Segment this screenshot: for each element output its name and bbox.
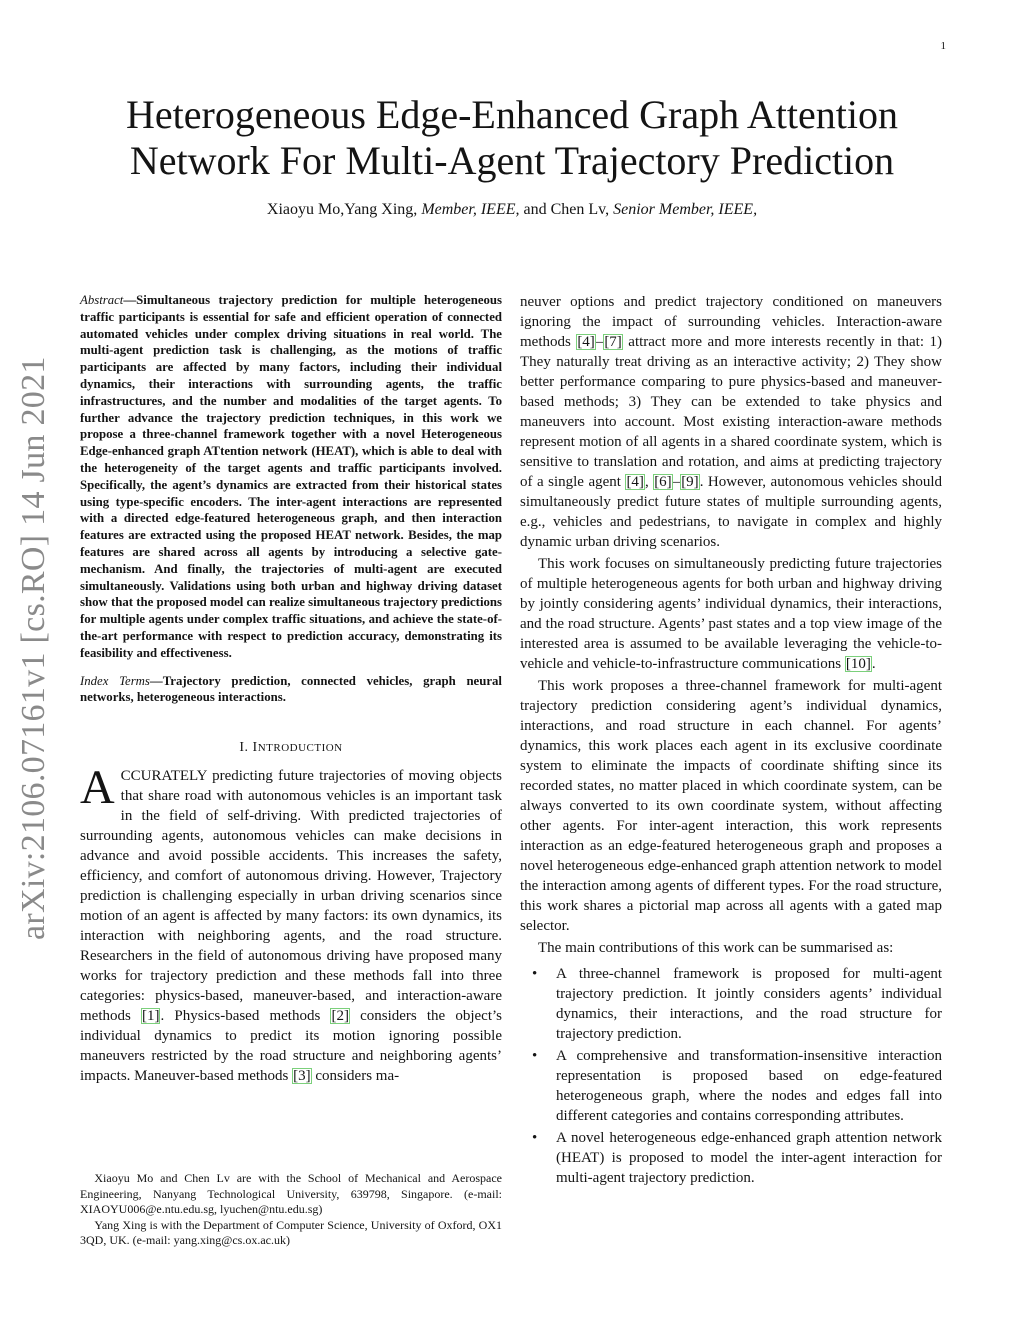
list-item [520,964,942,1044]
section-heading-introduction [80,740,502,756]
index-terms-label-text: Index Terms [80,673,150,688]
citation-link[interactable]: [7] [604,334,622,350]
right-column [520,292,942,1190]
citation-range-dash: – [595,334,604,350]
right-paragraph-2 [520,554,942,674]
index-terms-label [80,674,163,688]
citation-link[interactable]: [10] [845,656,871,672]
page-number: 1 [940,40,946,52]
author-line [80,199,944,221]
author-role-b: Senior Member, IEEE, [613,201,758,218]
right-p1-text-4: . However, autonomous vehicles should simultaneously predict future states of multiple surrounding agents, e.g., vehicles and pedestrians, to navigate in complex and highly dynamic urban driving scenarios. [520,474,943,550]
footnotes [80,1170,502,1249]
abstract [80,292,502,662]
bullet-icon: • [532,1130,538,1146]
bullet-icon: • [532,966,538,982]
intro-text-4: considers ma- [311,1068,400,1085]
citation-range-dash: – [672,474,681,490]
section-heading-rest: NTRODUCTION [257,742,343,755]
section-numeral: I. [239,740,249,756]
right-paragraph-4: The main contributions of this work can be summarised as: [538,940,894,956]
intro-text-1: predicting future trajectories of moving objects that share road with autonomous vehicles is an important task in the field of self-driving. With predicted trajectories of surrounding agents, autonomous vehicles can make decisions in advance and avoid possible accidents. This increases the safety, efficiency, and comfort of autonomous driving. However, Trajectory prediction is challenging especially in urban driving scenarios since motion of an agent is affected by many factors: its own dynamics, its interaction with neighboring agents, and the road structure. Researchers in the field of autonomous driving have proposed many works for trajectory prediction and these methods fall into three categories: physics-based, maneuver-based, and interaction-aware methods [80,768,502,1025]
arxiv-identifier-stamp[interactable]: arXiv:2106.07161v1 [cs.RO] 14 Jun 2021 [15,356,52,940]
abstract-label [80,293,136,307]
abstract-label-text: Abstract [80,293,124,307]
contributions-list [520,964,942,1188]
right-paragraph-3: This work proposes a three-channel framework for multi-agent trajectory prediction considering agent’s individual dynamics, interactions, and road structure in each channel. For agents’ dynamics, this work places each agent in its exclusive coordinate system to eliminate the impacts of coordinate shifting since its recorded states, no matter placed in which coordinate system, can be always converted to its own coordinate system, without affecting other agents. For inter-agent interaction, this work represents interaction as an edge-featured heterogeneous graph and proposes a novel heterogeneous edge-enhanced graph attention network to model the interaction among agents of different types. For the road structure, this work shares a pictorial map across all agents with a gated map selector. [520,678,942,934]
author-names-a: Xiaoyu Mo,Yang Xing, [266,201,418,218]
contribution-text: A comprehensive and transformation-insensitive interaction representation is proposed based on edge-featured heterogeneous graph, where the nodes and edges fall into different categories and contains corresponding attributes. [556,1048,942,1124]
citation-link[interactable]: [1] [141,1008,160,1025]
right-p2-text-1: This work focuses on simultaneously predicting future trajectories of multiple heterogeneous agents for both urban and highway driving by jointly considering agents’ individual dynamics, their interactions, and the road structure. Agents’ past states and a top view image of the interested area is assumed to be available leveraging the vehicle-to-vehicle and vehicle-to-infrastructure communications [520,556,942,672]
citation-link[interactable]: [9] [681,474,699,490]
left-column [80,292,502,1086]
paper-title [80,92,944,184]
citation-link[interactable]: [4] [577,334,595,350]
bullet-icon: • [532,1048,538,1064]
right-p1-text-1: neuver options and predict trajectory conditioned on maneuvers ignoring the impact of surrounding vehicles. Interaction-aware methods [520,294,942,350]
index-terms-text: Trajectory prediction, connected vehicles, graph neural networks, heterogeneous interactions. [80,673,502,705]
title-line-2: Network For Multi-Agent Trajectory Prediction [129,138,895,183]
intro-text-3: considers the object’s individual dynamics to predict its motion ignoring possible maneuvers restricted by the road structure and neighboring agents’ impacts. Maneuver-based methods [80,1008,502,1085]
title-line-1: Heterogeneous Edge-Enhanced Graph Attention [126,92,898,137]
citation-link[interactable]: [3] [293,1068,311,1085]
intro-caps-word: CCURATELY [120,768,207,785]
drop-cap: A [80,761,115,815]
footnote-affiliation-2: Yang Xing is with the Department of Computer Science, University of Oxford, OX1 3QD, UK. (e-mail: yang.xing@cs.ox.ac.uk) [80,1217,502,1247]
contribution-text: A novel heterogeneous edge-enhanced graph attention network (HEAT) is proposed to model the inter-agent interaction for multi-agent trajectory prediction. [556,1130,942,1186]
section-heading-first-letter: I [252,740,258,756]
right-p2-text-2: . [871,656,876,672]
contribution-text: A three-channel framework is proposed for multi-agent trajectory prediction. It jointly considers agents’ individual dynamics, their interactions, and the road structure for trajectory prediction. [556,966,942,1042]
intro-text-2: . Physics-based methods [160,1008,331,1025]
index-terms [80,673,502,707]
list-item [520,1128,942,1188]
author-role-a: Member, IEEE, [421,201,520,218]
right-p1-text-3: , [644,474,654,490]
abstract-dash: — [123,293,137,307]
citation-link[interactable]: [6] [654,474,672,490]
footnote-affiliation-1: Xiaoyu Mo and Chen Lv are with the School of Mechanical and Aerospace Engineering, Nanyang Technological University, 639798, Singapore. (e-mail: XIAOYU006@e.ntu.edu.sg, lyuchen@ntu.edu.sg) [80,1171,502,1216]
abstract-text: Simultaneous trajectory prediction for multiple heterogeneous traffic participants is essential for safe and efficient operation of connected automated vehicles under complex driving situations in real world. The multi-agent prediction task is challenging, as the motions of traffic participants are affected by many factors, including their individual dynamics, their interactions with surrounding agents, the traffic infrastructures, and the number and modalities of the target agents. To further advance the trajectory prediction techniques, in this work we propose a three-channel framework together with a novel Heterogeneous Edge-enhanced graph ATtention network (HEAT), which is able to deal with the heterogeneity of the target agents and traffic participants involved. Specifically, the agent’s dynamics are extracted from their historical states using type-specific encoders. The inter-agent interactions are represented with a directed edge-featured heterogeneous graph, and then interaction features are extracted using the proposed HEAT network. Besides, the map features are shared across all agents by introducing a selective gate-mechanism. And finally, the trajectories of multi-agent are executed simultaneously. Validations using both urban and highway driving dataset show that the proposed model can realize simultaneous trajectory predictions for multiple agents under complex traffic situations, and achieve the state-of-the-art performance with respect to prediction accuracy, demonstrating its feasibility and effectiveness. [80,293,502,660]
right-paragraph-1 [520,292,942,552]
index-terms-dash: — [149,673,163,688]
citation-link[interactable]: [4] [626,474,644,490]
list-item [520,1046,942,1126]
intro-paragraph-1 [80,761,502,1086]
right-p1-text-2: attract more and more interests recently in that: 1) They naturally treat driving as an interactive activity; 2) They show better performance comparing to pure physics-based and maneuver-based methods; 3) They can be extended to take physics and maneuvers into account. Most existing interaction-aware methods represent motion of all agents in a shared coordinate system, which is sensitive to translation and rotation, and aims at predicting trajectory of a single agent [520,334,942,490]
author-names-b: and Chen Lv, [523,201,610,218]
citation-link[interactable]: [2] [331,1008,349,1025]
